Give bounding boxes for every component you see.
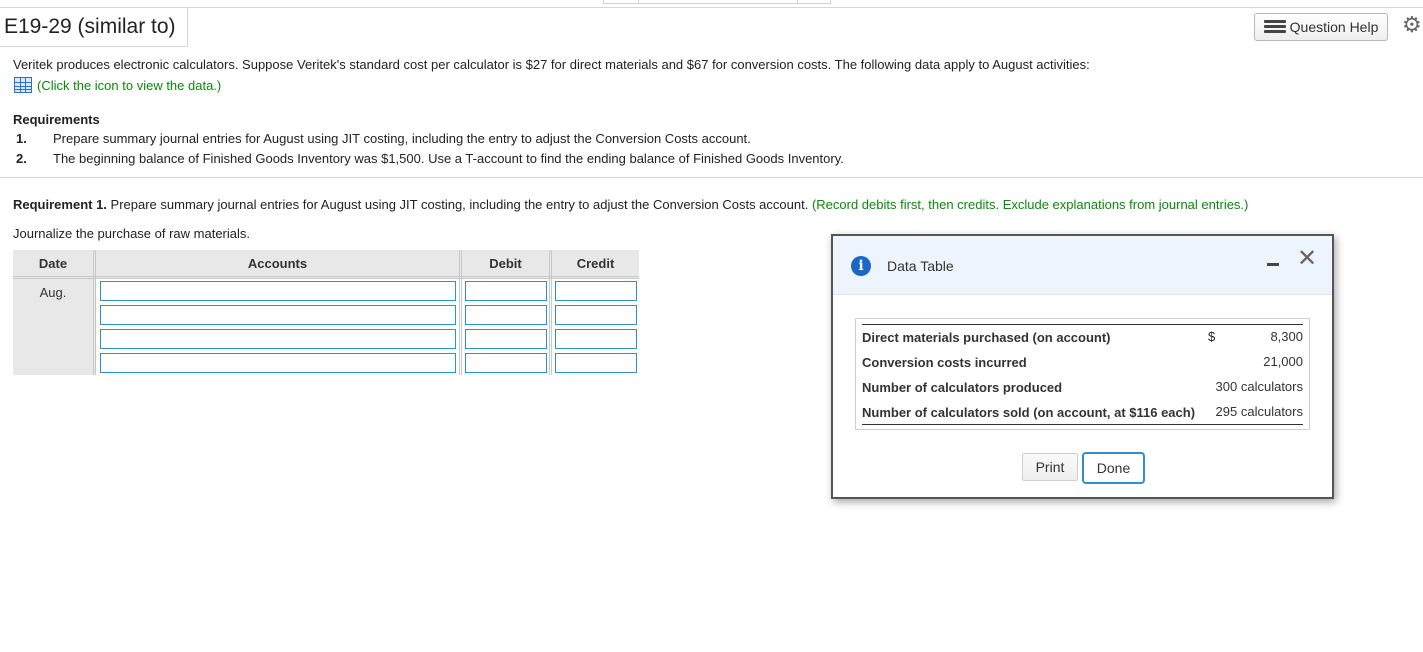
dialog-title: Data Table xyxy=(887,258,954,274)
credit-input[interactable] xyxy=(555,281,637,301)
table-grid-icon[interactable] xyxy=(14,77,32,93)
row-label: Number of calculators produced xyxy=(862,380,1063,395)
credit-input[interactable] xyxy=(555,353,637,373)
row-value: 8,300 xyxy=(1270,329,1303,344)
requirement-1-text: Prepare summary journal entries for August using JIT costing, including the entry to adjust the Conversion Costs account. xyxy=(106,197,809,212)
data-table-dialog xyxy=(831,234,1334,499)
credit-header: Credit xyxy=(551,250,640,278)
question-help-button[interactable] xyxy=(1254,13,1388,41)
requirement-1-prompt xyxy=(13,197,1248,212)
date-cell: Aug. xyxy=(13,278,95,376)
requirement-1-label: Requirement 1. xyxy=(13,197,107,212)
top-tab-strip xyxy=(603,0,831,4)
page-title: E19-29 (similar to) xyxy=(4,15,176,38)
requirement-text: The beginning balance of Finished Goods Inventory was $1,500. Use a T-account to find the ending balance of Finished Goods Inventory. xyxy=(53,151,844,166)
credit-input[interactable] xyxy=(555,329,637,349)
row-label: Conversion costs incurred xyxy=(862,355,1027,370)
section-divider xyxy=(0,177,1423,178)
requirements-heading: Requirements xyxy=(13,112,100,127)
date-header: Date xyxy=(13,250,95,278)
data-table xyxy=(855,318,1310,430)
debit-input[interactable] xyxy=(465,305,547,325)
account-input[interactable] xyxy=(100,305,456,325)
table-top-rule xyxy=(862,324,1303,325)
table-row xyxy=(862,401,1303,423)
view-data-label[interactable]: (Click the icon to view the data.) xyxy=(37,77,222,93)
view-data-link[interactable] xyxy=(14,77,221,93)
accounts-header: Accounts xyxy=(95,250,461,278)
requirement-number: 1. xyxy=(16,131,27,146)
gear-icon[interactable]: ⚙ xyxy=(1402,12,1422,37)
debit-header: Debit xyxy=(461,250,551,278)
debit-input[interactable] xyxy=(465,281,547,301)
problem-intro: Veritek produces electronic calculators. Suppose Veritek's standard cost per calculator is $27 for direct materials and $67 for conversion costs. The following data apply to August activities: xyxy=(13,57,1090,72)
done-button[interactable]: Done xyxy=(1082,452,1145,484)
list-icon xyxy=(1264,20,1286,34)
requirement-text: Prepare summary journal entries for August using JIT costing, including the entry to adjust the Conversion Costs account. xyxy=(53,131,751,146)
dialog-header xyxy=(833,236,1332,295)
minimize-icon[interactable] xyxy=(1267,263,1279,266)
row-label: Number of calculators sold (on account, at $116 each) xyxy=(862,405,1196,420)
table-row xyxy=(13,278,639,304)
print-button[interactable]: Print xyxy=(1022,453,1078,481)
debit-input[interactable] xyxy=(465,353,547,373)
credit-input[interactable] xyxy=(555,305,637,325)
requirement-number: 2. xyxy=(16,151,27,166)
journal-table xyxy=(13,250,639,375)
table-row xyxy=(862,376,1303,398)
table-bottom-rule xyxy=(862,424,1303,425)
row-value: 21,000 xyxy=(1263,354,1303,369)
row-value: 300 calculators xyxy=(1215,379,1303,394)
row-label: Direct materials purchased (on account) xyxy=(862,330,1111,345)
account-input[interactable] xyxy=(100,329,456,349)
table-row xyxy=(13,303,639,327)
table-row xyxy=(13,351,639,375)
header-rule xyxy=(0,7,1423,8)
close-icon[interactable]: ✕ xyxy=(1297,244,1318,272)
info-icon: i xyxy=(851,256,871,276)
journal-instruction: Journalize the purchase of raw materials. xyxy=(13,226,251,241)
row-value: 295 calculators xyxy=(1215,404,1303,419)
account-input[interactable] xyxy=(100,353,456,373)
table-row xyxy=(13,327,639,351)
currency-symbol: $ xyxy=(1208,329,1216,344)
table-row xyxy=(862,326,1303,348)
table-row xyxy=(862,351,1303,373)
debit-input[interactable] xyxy=(465,329,547,349)
requirement-1-hint: (Record debits first, then credits. Exclude explanations from journal entries.) xyxy=(811,197,1249,212)
question-help-label: Question Help xyxy=(1289,19,1379,35)
account-input[interactable] xyxy=(100,281,456,301)
